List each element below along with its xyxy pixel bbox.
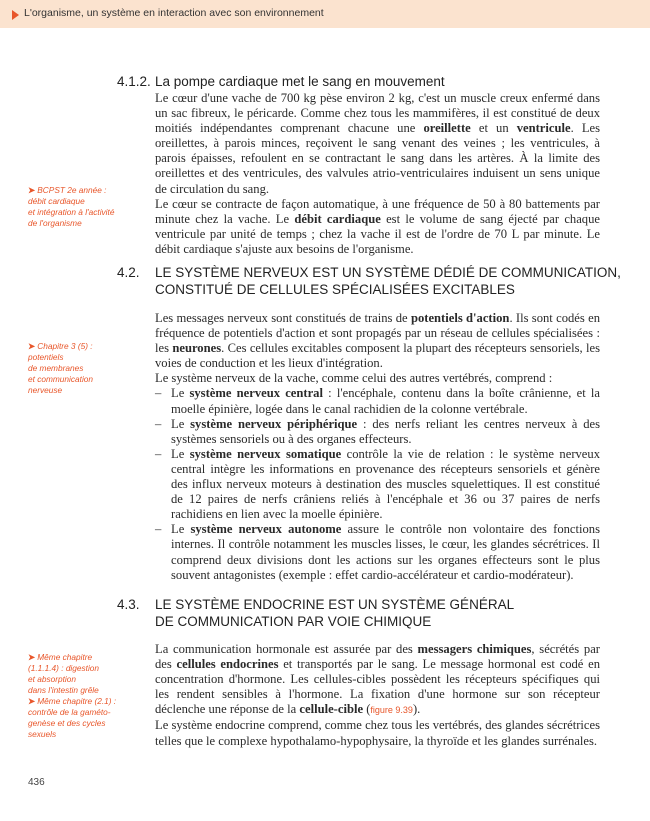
- section-number-4-1-2: 4.1.2.: [117, 74, 151, 89]
- triangle-marker-icon: [12, 10, 19, 20]
- section-title-4-1-2: La pompe cardiaque met le sang en mouvement: [155, 74, 445, 89]
- list-item: – Le système nerveux périphérique : des nerfs reliant les centres nerveux à des systèmes sensoriels ou à des organes effecteurs.: [155, 417, 600, 447]
- section-4-3-body: [155, 642, 600, 749]
- running-header: [0, 0, 650, 28]
- section-4-1-2-body: [155, 91, 600, 257]
- list-item: – Le système nerveux autonome assure le contrôle non volontaire des fonctions internes. Il contrôle notamment les muscles lisses, le cœur, les glandes sécrétrices. Il comprend deux divisions dont les actions sur les organes effecteurs sont le plus souvent antagonistes (exemple : effet cardio-accélérateur et cardio-modérateur).: [155, 522, 600, 582]
- margin-note-chapitre-3: ➤ Chapitre 3 (5) : potentiels de membranes et communication nerveuse: [28, 341, 94, 395]
- section-number-4-3: 4.3.: [117, 597, 140, 612]
- paragraph: Les messages nerveux sont constitués de trains de potentiels d'action. Ils sont codés en fréquence de potentiels d'action et sont propagés par un réseau de cellules spécialisées : les neurones. Ces cellules excitables composent la plupart des récepteurs sensoriels, les voies de conduction et les lieux d'intégration.: [155, 311, 601, 371]
- paragraph: Le système nerveux de la vache, comme celui des autres vertébrés, comprend :: [155, 371, 553, 386]
- section-title-4-3: LE SYSTÈME ENDOCRINE EST UN SYSTÈME GÉNÉRAL DE COMMUNICATION PAR VOIE CHIMIQUE: [155, 597, 515, 629]
- paragraph: Le système endocrine comprend, comme chez tous les vertébrés, des glandes sécrétrices telles que le complexe hypothalamo-hypophysaire, la thyroïde et les glandes surrénales.: [155, 718, 600, 748]
- section-title-4-2: LE SYSTÈME NERVEUX EST UN SYSTÈME DÉDIÉ DE COMMUNICATION, CONSTITUÉ DE CELLULES SPÉCIALISÉES EXCITABLES: [155, 265, 621, 297]
- nervous-system-list: [155, 386, 600, 582]
- paragraph: La communication hormonale est assurée par des messagers chimiques, sécrétés par des cellules endocrines et transportés par le sang. Le message hormonal est codé en concentration d'hormone. Les cellules-cibles possèdent les récepteurs spécifiques qui les rendent sensibles à l'hormone. La fixation d'une hormone sur son récepteur déclenche une réponse de la cellule-cible (figure 9.39).: [155, 642, 601, 717]
- arrow-icon: ➤: [28, 652, 35, 662]
- margin-note-meme-chapitre: ➤ Même chapitre (1.1.1.4) : digestion et absorption dans l'intestin grêle ➤ Même chapitre (2.1) : contrôle de la gaméto- genèse et des cycles sexuels: [28, 652, 117, 739]
- section-4-2-body: [155, 311, 600, 583]
- arrow-icon: ➤: [28, 696, 35, 706]
- arrow-icon: ➤: [28, 185, 35, 195]
- arrow-icon: ➤: [28, 341, 35, 351]
- list-item: – Le système nerveux somatique contrôle la vie de relation : le système nerveux central intègre les informations en provenance des récepteurs sensoriels et génère des influx nerveux moteurs à destination des muscles squelettiques. Il est constitué de 12 paires de nerfs crâniens reliés à l'encéphale et 36 ou 37 paires de nerfs rachidiens en lien avec la moelle épinière.: [155, 447, 600, 522]
- paragraph: Le cœur d'une vache de 700 kg pèse environ 2 kg, c'est un muscle creux enfermé dans un sac fibreux, le péricarde. Comme chez tous les mammifères, il est constitué de deux moitiés indépendantes comprenant chacune une oreillette et un ventricule. Les oreillettes, à parois minces, reçoivent le sang venant des veines ; les ventricules, à parois épaisses, refoulent en se contractant le sang dans les artères. À la limite des oreillettes et des ventricules, des valvules atrio-ventriculaires induisent un sens unique de circulation du sang.: [155, 91, 600, 196]
- section-number-4-2: 4.2.: [117, 265, 140, 280]
- page-number: 436: [28, 777, 45, 788]
- paragraph: Le cœur se contracte de façon automatique, à une fréquence de 50 à 80 battements par minute chez la vache. Le débit cardiaque est le volume de sang éjecté par chaque ventricule par unité de temps ; chez la vache il est de l'ordre de 70 L par minute. Le débit cardiaque s'ajuste aux besoins de l'organisme.: [155, 196, 600, 256]
- list-item: – Le système nerveux central : l'encéphale, contenu dans la boîte crânienne, et la moelle épinière, logée dans le canal rachidien de la colonne vertébrale.: [155, 386, 600, 416]
- margin-note-bcpst: ➤ BCPST 2e année : débit cardiaque et intégration à l'activité de l'organisme: [28, 185, 115, 228]
- figure-reference: figure 9.39: [370, 705, 413, 716]
- running-header-title: L'organisme, un système en interaction avec son environnement: [24, 7, 324, 19]
